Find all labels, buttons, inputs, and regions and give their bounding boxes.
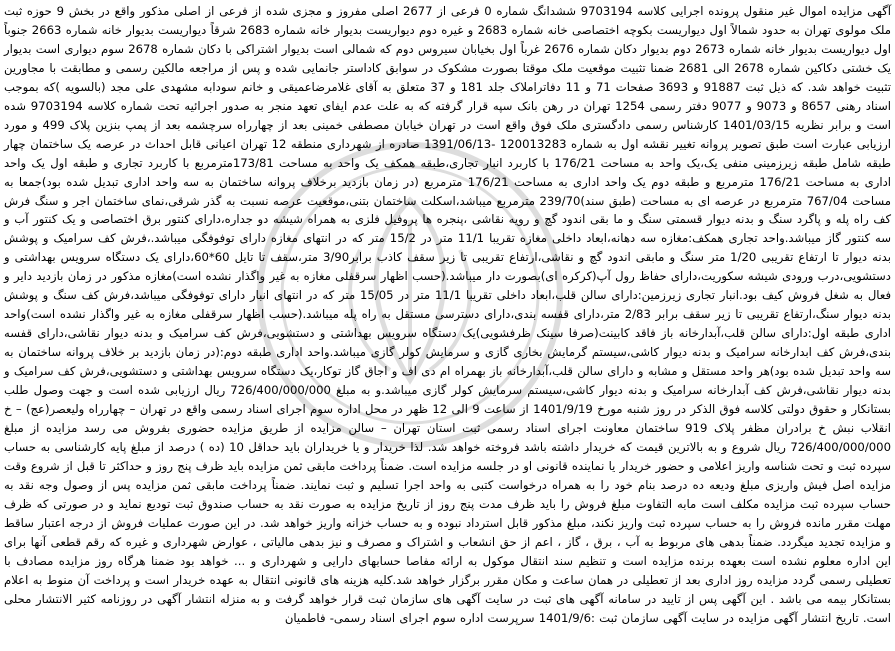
notice-paragraph: آگهی مزایده اموال غیر منقول پرونده اجرایی کلاسه 9703194 ششدانگ شماره 0 فرعی از 2677 اصلی مفروز و مجزی شده از فرعی از اصلی مذکور واقع در بخش 9 حوزه ثبت ملک مولوی تهران به حدود شمالاً اول دیواریست بکوچه اختصاصی خانه شماره 2683 و غیره دوم دیواریست بدیوار خانه شماره 2683 شرقاً دیواریست بدیوار خانه شماره 2663 جنوباً اول دیواریست بدیوار خانه شماره 2673 دوم بدیوار دکان شماره 2676 غرباً اول بخیابان سیروس دوم که شمالی است بدیوار اشتراکی با دکان شماره 2678 سوم دیواری است بدیوار یک خشتی دکاکین شماره 2678 الی 2681 ضمنا تثبیت موقعیت ملک موقتا بصورت مشکوک در سوابق کاداستر جانمایی شده و پس از مراجعه مالکین رسمی و مطابقت با مجاورین تثبیت خواهد شد. که ذیل ثبت 91887 و 3693 صفحات 71 و 11 دفاتراملاک جلد 181 و 37 متعلق به آقای غلامرضاعمیقی و خانم سودابه مشهدی علی مجد (بالسویه )که بموجب اسناد رهنی 8657 و 9073 و 9077 دفتر رسمی 1254 تهران در رهن بانک سپه قرار گرفته که به علت عدم ایفای تعهد منجر به صدور اجرائیه تحت شماره کلاسه 9703194 شده است و برابر نظریه 1401/03/15 کارشناس رسمی دادگستری ملک فوق واقع است در تهران خیابان مصطفی خمینی بعد از چهارراه سرچشمه بعد از پمپ بنزین پلاک 499 و مورد ارزیابی عبارت است طبق تصویر پروانه تغییر نقشه اول به شماره 120013283 -1391/06/13 صادره از شهرداری منطقه 12 تهران اعیانی قابل احداث در عرصه یک ساختمان چهار طبقه شامل طبقه زیرزمینی منفی یک،یک واحد به مساحت 176/21 با کاربرد انبار تجاری،طبقه همکف یک واحد به مساحت 173/81مترمربع با کاربرد تجاری و طبقه اول یک واحد اداری به مساحت 176/21 مترمربع و طبقه دوم یک واحد اداری به مساحت 176/21 مترمربع (در زمان بازدید برخلاف پروانه ساختمان به سه واحد اداری تبدیل شده بود)جمعا به مساحت 767/04 مترمربع در عرصه ای به مساحت (طبق سند)239/70 مترمربع میباشد،اسکلت ساختمان بتنی،موقعیت عرصه نسبت به گذر شرقی،نمای ساختمان اجر و سنگ فرش کف راه پله و پاگرد سنگ و بدنه دیوار قسمتی سنگ و ما بقی اندود گچ و رویه نقاشی ،پنجره ها پروفیل فلزی به همراه شیشه دو جداره،دارای کنتور برق اختصاصی و یک کنتور آب و سه کنتور گاز میباشد.واحد تجاری همکف:مغازه سه دهانه،ابعاد داخلی مغازه تقریبا 11/1 متر در 15/2 متر که در انتهای مغازه دارای توفوفگی میباشد.،فرش کف سرامیک و پوشش بدنه دیوار تا ارتفاع تقریبی 1/20 متر سنگ و مابقی اندود گچ و نقاشی،ارتفاع تقریبی تا زیر سقف کاذب برابر3/90 متر،سقف تا تایل 60*60،دارای یک دستگاه سرویس بهداشتی و دستشویی،درب ورودی شیشه سکوریت،دارای حفاظ رول آپ(کرکره ای)بصورت دار میباشد.(حسب اظهار سرقفلی مغازه به غیر واگذار نشده است)مغازه مذکور در زمان بازدید دایر و فعال به شغل فروش کیف بود.انبار تجاری زیرزمین:دارای سالن قلب،ابعاد داخلی تقریبا 11/1 متر در 15/05 متر که در انتهای انبار دارای توفوفگی میباشد،فرش کف سنگ و پوشش بدنه دیوار سنگ،ارتفاع تقریبی تا زیر سقف برابر 2/83 متر،دارای قفسه بندی،دارای دسترسی مستقل به راه پله میباشد.(حسب اظهار سرقفلی مغازه به غیر واگذار نشده است)واحد اداری طبقه اول:دارای سالن قلب،آبدارخانه باز فاقد کابینت(صرفا سینک ظرفشویی)یک دستگاه سرویس بهداشتی و دستشویی،فرش کف سرامیک و بدنه دیوار نقاشی،دارای قفسه بندی،فرش کف ابدارخانه سرامیک و بدنه دیوار کاشی،سیستم گرمایش بخاری گازی و سرمایش کولر گازی میباشد.واحد اداری طبقه دوم:(در زمان بازدید بر خلاف پروانه ساختمان به سه واحد تبدیل شده بود)هر واحد مستقل و مشابه و دارای سالن قلب،آبدارخانه باز بهمراه ام دی اف و اجاق گاز توکار،یک دستگاه سرویس بهداشتی و دستشویی،فرش کف سرامیک و بدنه دیوار نقاشی،فرش کف آبدارخانه سرامیک و بدنه دیوار کاشی،سیستم سرمایش کولر گازی میباشد.و به مبلغ 726/400/000/000 ریال ارزیابی شده است و جهت وصول طلب بستانکار و حقوق دولتی کلاسه فوق الذکر در روز شنبه مورخ 1401/9/19 از ساعت 9 الی 12 ظهر در محل اداره سوم اجرای اسناد رسمی واقع در تهران – چهارراه ولیعصر(عج) – خ انقلاب نبش خ برادران مظفر پلاک 919 ساختمان معاونت اجرای اسناد رسمی ثبت استان تهران – سالن مزایده از طریق مزایده حضوری بفروش می رسد مزایده از مبلغ 726/400/000/000 ریال شروع و به بالاترین قیمت که خریدار داشته باشد فروخته خواهد شد. لذا خریدار و یا خریداران باید حداقل 10 (ده ) درصد از مبلغ پایه کارشناسی به حساب سپرده ثبت و تحت شناسه واریز اعلامی و حضور خریدار یا نماینده قانونی او در جلسه مزایده است. ضمناً پرداخت مابقی ثمن مزایده باید ظرف پنج روز و حداکثر تا قبل از شروع وقت مزایده اصل فیش واریزی مبلغ ودیعه ده درصد بنام خود را به همراه درخواست کتبی به واحد اجرا تسلیم و ثبت نمایند. ضمناً پرداخت مابقی ثمن مزایده پس از وصول وجه نقد به حساب سپرده ثبت مزایده مکلف است مابه التفاوت مبلغ فروش را باید ظرف مدت پنج روز از تاریخ مزایده به صورت نقد به حساب صندوق ثبت تودیع نماید و در صورتی که ظرف مهلت مقرر مانده فروش را به حساب سپرده ثبت واریز نکند، مبلغ مذکور قابل استرداد نبوده و به حساب خزانه واریز خواهد شد. در این صورت عملیات فروش از درجه اعتبار ساقط و مزایده تجدید میگردد. ضمناً بدهی های مربوط به آب ، برق ، گاز ، اعم از حق انشعاب و اشتراک و مصرف و نیز بدهی مالیاتی ، عوارض شهرداری و غیره که رقم قطعی آنها برای این اداره معلوم نشده است بعهده برنده مزایده است و تنظیم سند انتقال موکول به ارائه مفاصا حسابهای دارایی و شهرداری و ... خواهد بود ضمنا هرگاه روز مزایده مصادف با تعطیلی رسمی گردد مزایده روز اداری بعد از تعطیلی در همان ساعت و مکان مقرر برگزار خواهد شد.کلیه هزینه های قانونی انتقال به عهده خریدار است و پرداخت آن منوط به اعلام بستانکار بیمه می باشد . این آگهی پس از تایید در سامانه آگهی های ثبت در سایت آگهی های سازمان ثبت قرار خواهد گرفت و به منزله انتشار آگهی در روزنامه کثیر الانتشار محلی است. تاریخ انتشار آگهی مزایده در سایت آگهی سازمان ثبت :1401/9/6 سرپرست اداره سوم اجرای اسناد رسمی- فاطمیان xyxy=(4,4,892,625)
auction-notice-text xyxy=(4,2,891,627)
